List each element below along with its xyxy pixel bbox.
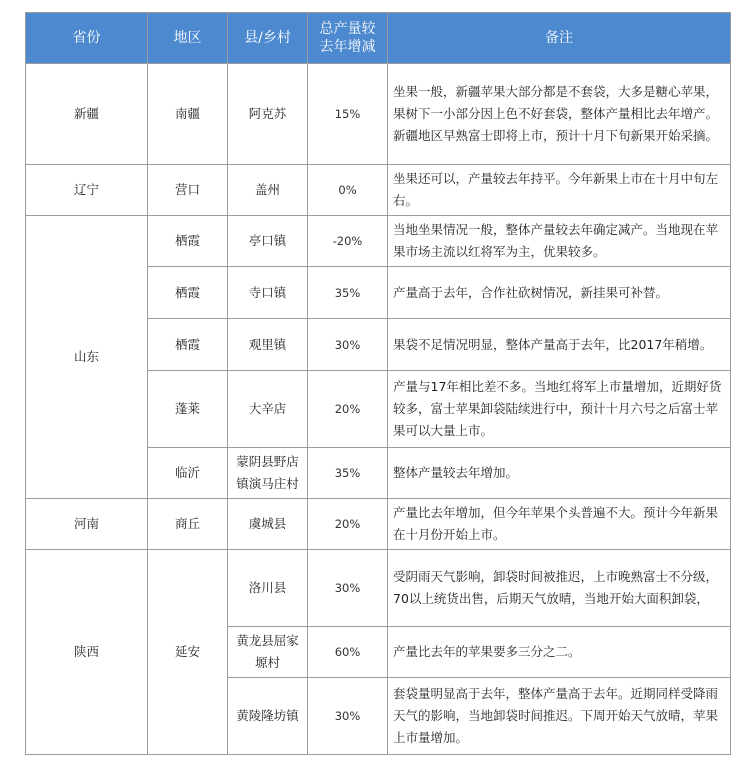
change-cell: 0% [308,165,388,216]
region-cell: 营口 [148,165,228,216]
table-row [26,165,731,216]
header-province: 省份 [26,13,148,64]
header-region: 地区 [148,13,228,64]
change-cell: 60% [308,627,388,678]
county-cell: 寺口镇 [228,267,308,319]
header-change: 总产量较去年增减 [308,13,388,64]
province-cell: 新疆 [26,64,148,165]
region-cell: 南疆 [148,64,228,165]
note-cell: 套袋量明显高于去年，整体产量高于去年。近期同样受降雨天气的影响，当地卸袋时间推迟。下周开始天气放晴，苹果上市量增加。 [388,678,731,755]
note-cell: 受阴雨天气影响，卸袋时间被推迟，上市晚熟富士不分级，70以上统货出售，后期天气放晴，当地开始大面积卸袋， [388,550,731,627]
change-cell: 35% [308,267,388,319]
change-cell: 15% [308,64,388,165]
change-cell: 30% [308,678,388,755]
note-cell: 整体产量较去年增加。 [388,448,731,499]
province-cell: 河南 [26,499,148,550]
county-cell: 虞城县 [228,499,308,550]
province-cell: 辽宁 [26,165,148,216]
table-row [26,216,731,267]
county-cell: 蒙阴县野店镇演马庄村 [228,448,308,499]
county-cell: 盖州 [228,165,308,216]
county-cell: 黄陵隆坊镇 [228,678,308,755]
apple-production-table [25,12,731,755]
region-cell: 栖霞 [148,267,228,319]
change-cell: -20% [308,216,388,267]
change-cell: 20% [308,499,388,550]
note-cell: 坐果还可以，产量较去年持平。今年新果上市在十月中旬左右。 [388,165,731,216]
note-cell: 产量比去年增加，但今年苹果个头普遍不大。预计今年新果在十月份开始上市。 [388,499,731,550]
province-cell: 陕西 [26,550,148,755]
table-row [26,550,731,627]
table-row [26,499,731,550]
region-cell: 栖霞 [148,319,228,371]
note-cell: 产量与17年相比差不多。当地红将军上市量增加，近期好货较多，富士苹果卸袋陆续进行中，预计十月六号之后富士苹果可以大量上市。 [388,371,731,448]
note-cell: 当地坐果情况一般，整体产量较去年确定减产。当地现在苹果市场主流以红将军为主，优果较多。 [388,216,731,267]
note-cell: 坐果一般，新疆苹果大部分都是不套袋，大多是糖心苹果，果树下一小部分因上色不好套袋，整体产量相比去年增产。新疆地区早熟富士即将上市，预计十月下旬新果开始采摘。 [388,64,731,165]
region-cell: 商丘 [148,499,228,550]
province-cell: 山东 [26,216,148,499]
note-cell: 产量比去年的苹果要多三分之二。 [388,627,731,678]
note-cell: 果袋不足情况明显，整体产量高于去年，比2017年稍增。 [388,319,731,371]
header-county: 县/乡村 [228,13,308,64]
table-header-row [26,13,731,64]
county-cell: 观里镇 [228,319,308,371]
header-note: 备注 [388,13,731,64]
change-cell: 35% [308,448,388,499]
region-cell: 临沂 [148,448,228,499]
region-cell: 延安 [148,550,228,755]
region-cell: 蓬莱 [148,371,228,448]
change-cell: 30% [308,319,388,371]
change-cell: 30% [308,550,388,627]
county-cell: 阿克苏 [228,64,308,165]
table-row [26,64,731,165]
change-cell: 20% [308,371,388,448]
county-cell: 大辛店 [228,371,308,448]
region-cell: 栖霞 [148,216,228,267]
note-cell: 产量高于去年，合作社砍树情况，新挂果可补替。 [388,267,731,319]
county-cell: 洛川县 [228,550,308,627]
county-cell: 亭口镇 [228,216,308,267]
county-cell: 黄龙县屈家塬村 [228,627,308,678]
